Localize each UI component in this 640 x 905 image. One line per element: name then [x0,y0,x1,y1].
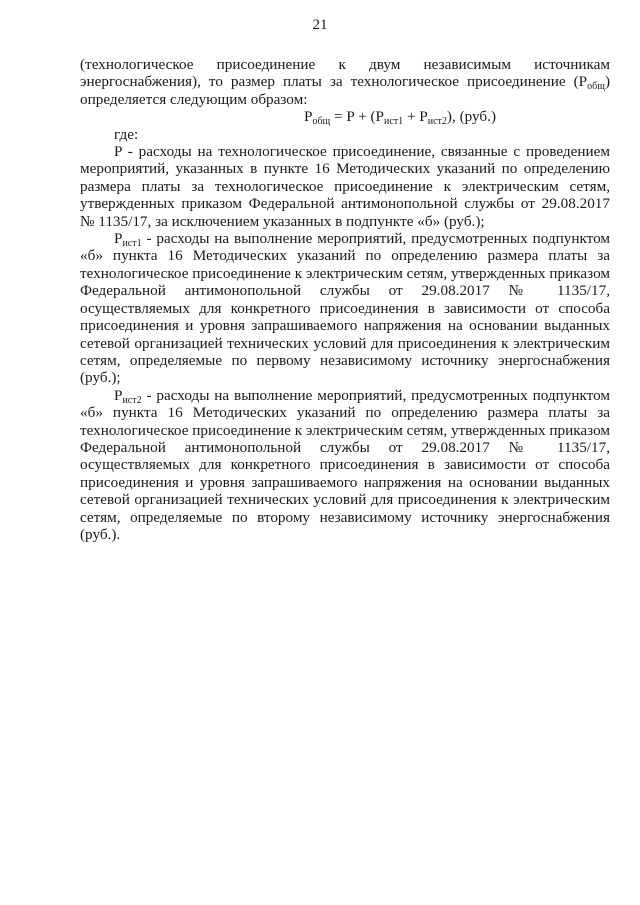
definition-symbol: P [114,230,123,248]
intro-paragraph [80,56,610,108]
formula-sub1: ист1 [383,116,404,128]
definition-text: - расходы на технологическое присоединение, связанные с проведением мероприятий, указанных в пункте 16 Методических указаний по определению размера платы за технологическое присоединение к электрическим сетям, утвержденных приказом Федеральной антимонопольной службы от 29.08.2017 № 1135/17, за исключением указанных в подпункте «б» (руб.); [80,143,610,230]
where-label: где: [114,125,139,143]
definition-p-ist1 [80,230,610,387]
definition-text: - расходы на выполнение мероприятий, предусмотренных подпунктом «б» пункта 16 Методических указаний по определению размера платы за технологическое присоединение к электрическим сетям, утвержденных приказом Федеральной антимонопольной службы от 29.08.2017 № 1135/17, осуществляемых для конкретного присоединения в зависимости от способа присоединения и уровня запрашиваемого напряжения на основании выданных сетевой организацией технических условий для присоединения к электрическим сетям, определяемые по второму независимому источнику энергоснабжения (руб.). [80,386,610,543]
formula-mid: = P + (P [330,108,384,126]
definition-symbol: P [114,143,122,161]
formula [80,108,610,128]
definition-symbol: P [114,386,123,404]
page-number: 21 [312,17,328,33]
intro-subscript: общ [587,81,605,93]
document-body [80,56,610,543]
definition-text: - расходы на выполнение мероприятий, предусмотренных подпунктом «б» пункта 16 Методических указаний по определению размера платы за технологическое присоединение к электрическим сетям, утвержденных приказом Федеральной антимонопольной службы от 29.08.2017 № 1135/17, осуществляемых для конкретного присоединения в зависимости от способа присоединения и уровня запрашиваемого напряжения на основании выданных сетевой организацией технических условий для присоединения к электрическим сетям, определяемые по первому независимому источнику энергоснабжения (руб.); [80,230,610,387]
formula-lhs-sub: общ [312,116,331,128]
formula-tail: ), (руб.) [446,108,496,126]
formula-lhs: P [304,108,313,126]
definition-p-ist2 [80,387,610,544]
definition-subscript: ист2 [122,394,142,406]
intro-text-a: (технологическое присоединение к двум независимым источникам энергоснабжения), то размер платы за технологическое присоединение (P [80,56,610,91]
formula-plus: + P [403,108,428,126]
formula-sub2: ист2 [427,116,447,128]
definition-p [80,143,610,230]
intro-text-b: ) определяется следующим образом: [80,73,610,108]
definition-subscript: ист1 [122,238,142,250]
